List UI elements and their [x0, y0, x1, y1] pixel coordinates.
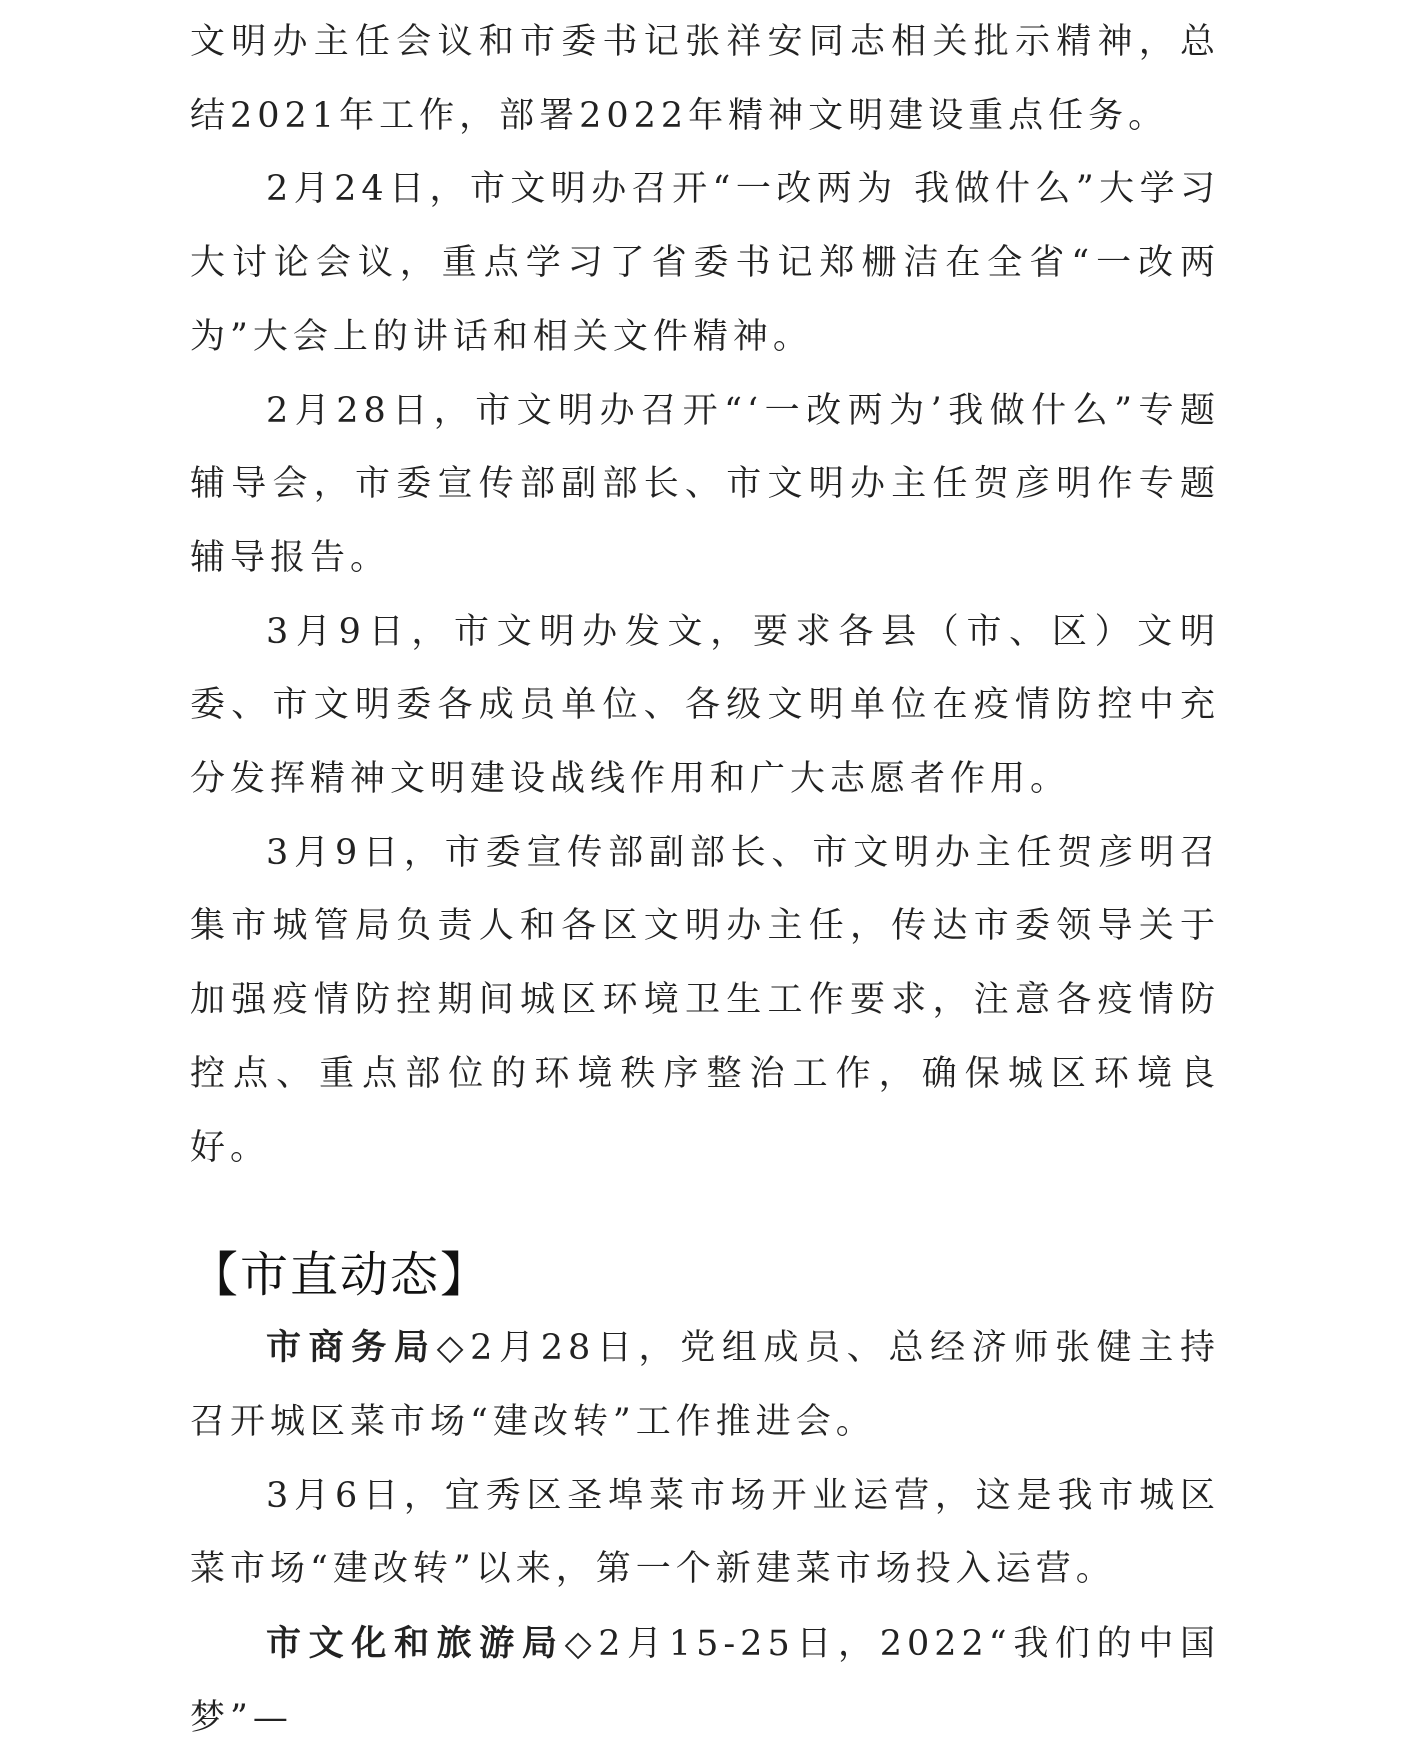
paragraph-mar-9-notice: 3月9日，市文明办发文，要求各县（市、区）文明委、市文明委各成员单位、各级文明单位在疫情防控中充分发挥精神文明建设战线作用和广大志愿者作用。	[190, 611, 1220, 800]
org-name-commerce: 市商务局	[266, 1327, 437, 1369]
paragraph-mar-9-meeting: 3月9日，市委宣传部副部长、市文明办主任贺彦明召集市城管局负责人和各区文明办主任，传达市委领导关于加强疫情防控期间城区环境卫生工作要求，注意各疫情防控点、重点部位的环境秩序整治工作，确保城区环境良好。	[190, 832, 1220, 1168]
text-column	[190, 6, 1220, 1755]
org-name-culture-tourism: 市文化和旅游局	[266, 1623, 565, 1665]
paragraph-culture-tourism-bureau	[190, 1607, 1220, 1755]
paragraph-summary-2021: 文明办主任会议和市委书记张祥安同志相关批示精神，总结2021年工作，部署2022年精神文明建设重点任务。	[190, 22, 1220, 136]
paragraph-commerce-bureau	[190, 1311, 1220, 1459]
paragraph-feb-24-meeting: 2月24日，市文明办召开“一改两为 我做什么”大学习大讨论会议，重点学习了省委书记郑栅洁在全省“一改两为”大会上的讲话和相关文件精神。	[190, 169, 1220, 357]
paragraph-feb-28-briefing: 2月28日，市文明办召开“‘一改两为’我做什么”专题辅导会，市委宣传部副部长、市文明办主任贺彦明作专题辅导报告。	[190, 390, 1220, 578]
section-title-municipal-news: 【市直动态】	[190, 1247, 491, 1304]
paragraph-commerce-market-opening: 3月6日，宜秀区圣埠菜市场开业运营，这是我市城区菜市场“建改转”以来，第一个新建菜市场投入运营。	[190, 1475, 1220, 1590]
culture-first-item: ◇2月15-25日，2022“我们的中国梦”—	[190, 1624, 1220, 1738]
commerce-first-item: ◇2月28日，党组成员、总经济师张健主持召开城区菜市场“建改转”工作推进会。	[190, 1328, 1220, 1442]
